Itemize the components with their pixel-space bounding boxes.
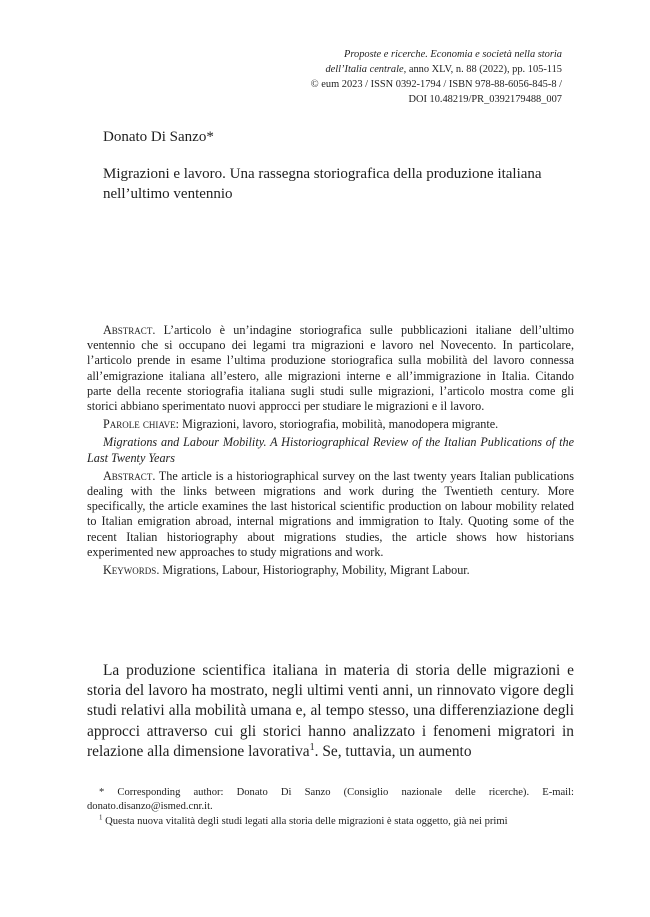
abstract-italian: [87, 323, 574, 414]
journal-name-cont: dell’Italia centrale,: [325, 64, 407, 75]
abstract-label: Abstract: [103, 323, 153, 337]
body-text-part2: . Se, tuttavia, un aumento: [314, 742, 472, 760]
footnote-ref[interactable]: 1: [309, 741, 315, 753]
footnote-1: [87, 815, 574, 829]
footnotes: [87, 786, 574, 830]
footnote-star: * Corresponding author: Donato Di Sanzo (Consiglio nazionale delle ricerche). E-mail: donato.disanzo@ismed.cnr.it.: [87, 787, 574, 812]
article-title: Migrazioni e lavoro. Una rassegna storiografica della produzione italiana nell’ultimo ventennio: [103, 166, 542, 202]
body-text: [87, 661, 574, 762]
body-text-part1: La produzione scientifica italiana in materia di storia delle migrazioni e storia del lavoro ha mostrato, negli ultimi venti anni, un rinnovato vigore degli studi relativi alla mobilità umana e, al tempo stesso, una differenziazione degli approcci attraverso cui gli storici hanno analizzato i fenomeni migratori in relazione alla dimensione lavorativa: [87, 662, 574, 760]
keywords-label-en: Keywords: [103, 563, 157, 578]
abstracts-section: [87, 323, 574, 581]
journal-volume: anno XLV, n. 88 (2022), pp. 105-115: [406, 64, 562, 75]
keywords-text-en: . Migrations, Labour, Historiography, Mobility, Migrant Labour.: [156, 563, 470, 578]
abstract-english: [87, 469, 574, 560]
keywords-english: [87, 563, 574, 578]
body-paragraph: [87, 661, 574, 762]
footnote-1-text: Questa nuova vitalità degli studi legati alla storia delle migrazioni è stata oggetto, già nei primi: [102, 816, 508, 827]
keywords-label: Parole chiave: [103, 417, 176, 432]
journal-isbn: © eum 2023 / ISSN 0392-1794 / ISBN 978-88-6056-845-8 /: [310, 79, 562, 90]
abstract-text: . L’articolo è un’indagine storiografica sulle pubblicazioni italiane dell’ultimo ventennio che si occupano dei legami tra migrazioni e lavoro nel Novecento. In particolare, l’articolo prende in esame l’ultima produzione storiografica sulla mobilità del lavoro connessa all’emigrazione italiana all’estero, alle migrazioni interne e all’immigrazione in Italia. Citando parte della recente storiografia italiana sugli studi sulle migrazioni, l’articolo mostra come gli storici abbiano sperimentato nuovi approcci per studiare le migrazioni e il lavoro.: [87, 323, 574, 414]
journal-issue: [232, 62, 562, 77]
journal-name: Proposte e ricerche. Economia e società nella storia: [344, 49, 562, 60]
journal-doi: DOI 10.48219/PR_0392179488_007: [408, 94, 562, 105]
keywords-italian: [87, 417, 574, 432]
keywords-text: : Migrazioni, lavoro, storiografia, mobilità, manodopera migrante.: [175, 417, 499, 432]
footnote-1-number: 1: [99, 814, 103, 822]
article-author: Donato Di Sanzo*: [103, 129, 214, 145]
abstract-label-en: Abstract: [103, 468, 153, 483]
journal-reference: [232, 47, 562, 107]
abstract-text-en: . The article is a historiographical survey on the last twenty years Italian publications dealing with the links between migrations and work during the Twentieth century. More specifically, the article examines the last historical scientific production on labour mobility related to Italian emigration abroad, internal migrations and immigration to Italy. Quoting some of the recent Italian historiography about migrations studies, the article shows how historians experimented new approaches to study migrations and work.: [87, 468, 574, 559]
english-title: Migrations and Labour Mobility. A Historiographical Review of the Italian Publications of the Last Twenty Years: [87, 435, 574, 465]
